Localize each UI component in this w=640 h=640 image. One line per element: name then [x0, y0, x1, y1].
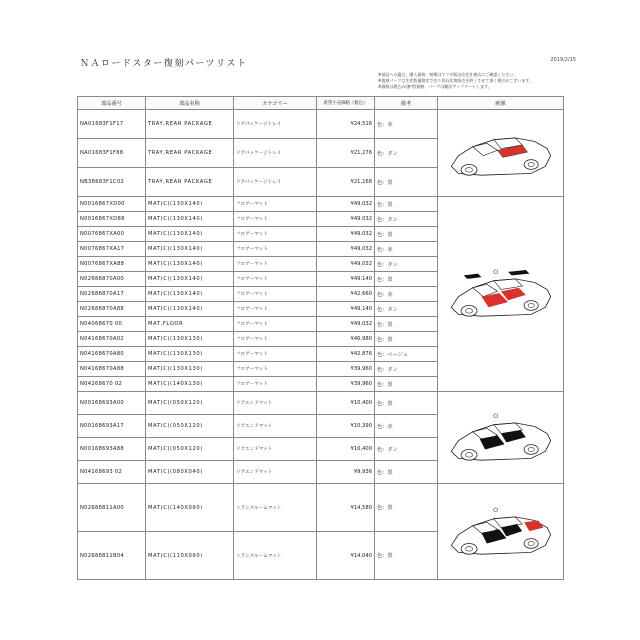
part-name-cell: TRAY,REAR PACKAGE	[146, 139, 234, 168]
part-number-cell: N04168670A80	[78, 347, 146, 362]
note-cell: 色：赤	[375, 287, 438, 302]
part-number-cell: N04068670 00	[78, 317, 146, 332]
part-number-cell: NA01683F1F88	[78, 139, 146, 168]
header-category: カテゴリー	[234, 97, 317, 110]
note-cell: 色：黒	[375, 272, 438, 287]
part-number-cell: N04268670 02	[78, 377, 146, 392]
note-cell: 色：赤	[375, 110, 438, 139]
price-cell: ¥49,140	[317, 302, 375, 317]
parts-table	[77, 96, 564, 580]
part-name-cell: MAT(C)(140X060)	[146, 484, 234, 532]
part-image-cell	[438, 110, 564, 197]
category-cell: リアエンドマット	[234, 438, 317, 461]
part-number-cell: N02686870A00	[78, 272, 146, 287]
part-name-cell: MAT(C)(140X130)	[146, 377, 234, 392]
notes	[378, 72, 533, 90]
part-name-cell: MAT(C)(130X140)	[146, 287, 234, 302]
note-cell: 色：タン	[375, 362, 438, 377]
price-cell: ¥49,032	[317, 242, 375, 257]
category-cell: リアパッケージトレイ	[234, 168, 317, 197]
category-cell: リアエンドマット	[234, 415, 317, 438]
part-number-cell: N00168693A88	[78, 438, 146, 461]
header-part-name: 部品名称	[146, 97, 234, 110]
category-cell: トランクルームマット	[234, 484, 317, 532]
part-name-cell: MAT(C)(130X130)	[146, 347, 234, 362]
part-name-cell: MAT,FLOOR	[146, 317, 234, 332]
note-cell: 色：黒	[375, 317, 438, 332]
header-part-number: 部品番号	[78, 97, 146, 110]
category-cell: フロアーマット	[234, 317, 317, 332]
table-header-row	[78, 97, 564, 110]
part-number-cell: N00168693A00	[78, 392, 146, 415]
table-row	[78, 484, 564, 532]
document-date: 2019/2/15	[550, 57, 576, 63]
note-cell: 色：黒	[375, 461, 438, 484]
price-cell: ¥10,400	[317, 438, 375, 461]
note-cell: 色：黒	[375, 332, 438, 347]
document-title: ＮＡロードスター復刻パーツリスト	[80, 59, 248, 69]
note-cell: 色：ベージュ	[375, 347, 438, 362]
price-cell: ¥14,040	[317, 532, 375, 580]
part-name-cell: MAT(C)(130X140)	[146, 212, 234, 227]
category-cell: フロアーマット	[234, 347, 317, 362]
category-cell: フロアーマット	[234, 242, 317, 257]
part-number-cell: NB38683F1C02	[78, 168, 146, 197]
floor-mat-car-icon	[446, 259, 556, 329]
category-cell: フロアーマット	[234, 212, 317, 227]
price-cell: ¥24,516	[317, 110, 375, 139]
header-note: 備考	[375, 97, 438, 110]
part-number-cell: N00168693A17	[78, 415, 146, 438]
price-cell: ¥42,876	[317, 347, 375, 362]
price-cell: ¥49,032	[317, 317, 375, 332]
note-cell: 色：黒	[375, 197, 438, 212]
price-cell: ¥49,032	[317, 197, 375, 212]
note-cell: 色：黒	[375, 392, 438, 415]
part-number-cell: N02686870A88	[78, 302, 146, 317]
table-row	[78, 110, 564, 139]
part-number-cell: N02686811A00	[78, 484, 146, 532]
note-cell: 色：赤	[375, 415, 438, 438]
part-name-cell: MAT(C)(130X130)	[146, 362, 234, 377]
price-cell: ¥21,276	[317, 139, 375, 168]
rear-package-tray-car-icon	[446, 118, 556, 188]
part-name-cell: MAT(C)(050X120)	[146, 415, 234, 438]
part-name-cell: MAT(C)(130X140)	[146, 197, 234, 212]
part-name-cell: MAT(C)(130X130)	[146, 332, 234, 347]
part-number-cell: N0016867XD00	[78, 197, 146, 212]
part-number-cell: N0076867XA00	[78, 227, 146, 242]
category-cell: フロアーマット	[234, 302, 317, 317]
part-number-cell: N0016867XD88	[78, 212, 146, 227]
price-cell: ¥49,140	[317, 272, 375, 287]
price-cell: ¥9,936	[317, 461, 375, 484]
price-cell: ¥49,032	[317, 212, 375, 227]
category-cell: フロアーマット	[234, 197, 317, 212]
part-image-cell	[438, 484, 564, 580]
price-cell: ¥14,580	[317, 484, 375, 532]
price-cell: ¥39,960	[317, 377, 375, 392]
category-cell: リアエンドマット	[234, 461, 317, 484]
note-line: ※部品への適合、購入価格、納期はマツダ販売店会社様店にご確認ください。	[378, 72, 518, 77]
note-cell: 色：赤	[375, 242, 438, 257]
note-cell: 色：タン	[375, 257, 438, 272]
category-cell: リアパッケージトレイ	[234, 110, 317, 139]
category-cell: フロアーマット	[234, 227, 317, 242]
note-cell: 色：黒	[375, 532, 438, 580]
category-cell: フロアーマット	[234, 257, 317, 272]
part-number-cell: N04168693 02	[78, 461, 146, 484]
note-line: ※価格は税込み(参考)価格、パーツは順次アップデートします。	[378, 84, 492, 89]
category-cell: フロアーマット	[234, 332, 317, 347]
part-number-cell: N04168670A02	[78, 332, 146, 347]
note-cell: 色：黒	[375, 377, 438, 392]
category-cell: リアパッケージトレイ	[234, 139, 317, 168]
price-cell: ¥39,960	[317, 362, 375, 377]
price-cell: ¥42,660	[317, 287, 375, 302]
part-name-cell: TRAY,REAR PACKAGE	[146, 168, 234, 197]
part-image-cell	[438, 392, 564, 484]
part-name-cell: TRAY,REAR PACKAGE	[146, 110, 234, 139]
part-number-cell: N02686811B04	[78, 532, 146, 580]
price-cell: ¥21,168	[317, 168, 375, 197]
part-number-cell: N0076867XA88	[78, 257, 146, 272]
note-cell: 色：タン	[375, 139, 438, 168]
note-cell: 色：黒	[375, 227, 438, 242]
price-cell: ¥10,400	[317, 392, 375, 415]
category-cell: フロアーマット	[234, 272, 317, 287]
part-image-cell	[438, 197, 564, 392]
part-name-cell: MAT(C)(050X120)	[146, 438, 234, 461]
category-cell: フロアーマット	[234, 377, 317, 392]
rear-end-mat-car-icon	[446, 403, 556, 473]
category-cell: トランクルームマット	[234, 532, 317, 580]
part-number-cell: N02686870A17	[78, 287, 146, 302]
part-name-cell: MAT(C)(050X120)	[146, 392, 234, 415]
part-name-cell: MAT(C)(130X140)	[146, 302, 234, 317]
category-cell: リアエンドマット	[234, 392, 317, 415]
header-image: 画像	[438, 97, 564, 110]
price-cell: ¥46,980	[317, 332, 375, 347]
note-cell: 色：タン	[375, 302, 438, 317]
table-row	[78, 197, 564, 212]
note-line: ※復刻パーツは生産数量限定で売り切れ次第販売を終了させて頂く場合がございます。	[378, 78, 533, 83]
note-cell: 色：タン	[375, 438, 438, 461]
part-name-cell: MAT(C)(130X140)	[146, 242, 234, 257]
part-name-cell: MAT(C)(130X140)	[146, 272, 234, 287]
part-number-cell: NA01683F1F17	[78, 110, 146, 139]
note-cell: 色：黒	[375, 168, 438, 197]
category-cell: フロアーマット	[234, 287, 317, 302]
part-name-cell: MAT(C)(110X060)	[146, 532, 234, 580]
part-name-cell: MAT(C)(130X140)	[146, 227, 234, 242]
price-cell: ¥49,032	[317, 257, 375, 272]
note-cell: 色：黒	[375, 484, 438, 532]
trunk-mat-car-icon	[446, 497, 556, 567]
part-name-cell: MAT(C)(080X040)	[146, 461, 234, 484]
part-name-cell: MAT(C)(130X140)	[146, 257, 234, 272]
part-number-cell: N0076867XA17	[78, 242, 146, 257]
price-cell: ¥10,390	[317, 415, 375, 438]
part-number-cell: N04168670A88	[78, 362, 146, 377]
table-row	[78, 392, 564, 415]
category-cell: フロアーマット	[234, 362, 317, 377]
header-price: 希望小売価格（税込）	[317, 97, 375, 110]
note-cell: 色：タン	[375, 212, 438, 227]
price-cell: ¥49,032	[317, 227, 375, 242]
